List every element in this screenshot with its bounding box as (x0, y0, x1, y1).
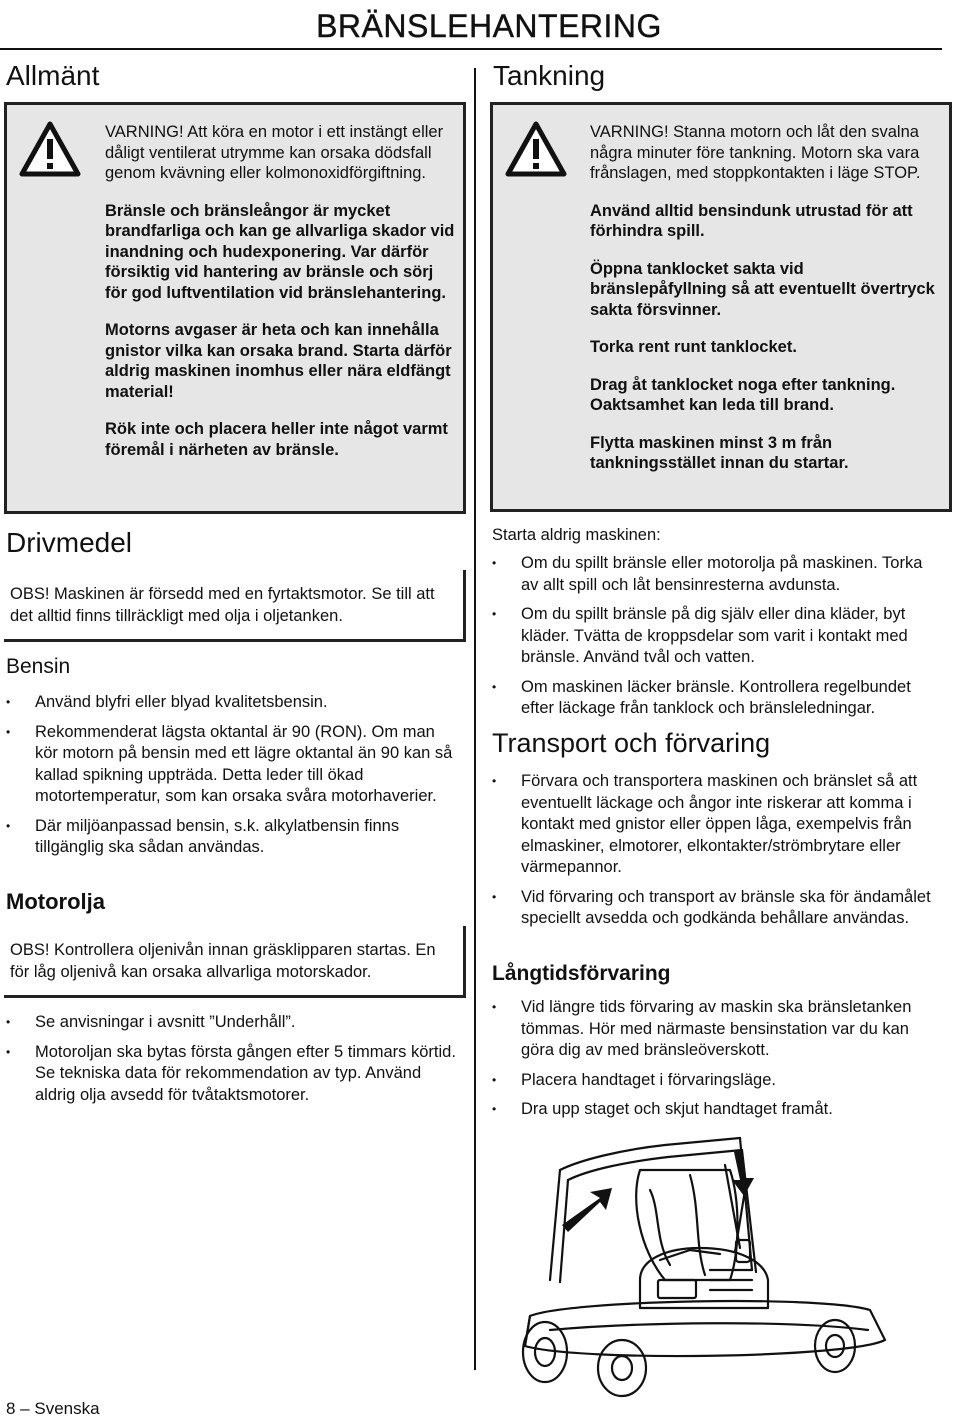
column-divider (474, 68, 476, 1370)
warning-paragraph: Använd alltid bensindunk utrustad för att förhindra spill. (590, 201, 913, 240)
warning-box-refueling (490, 102, 952, 512)
warning-paragraph: Motorns avgaser är heta och kan innehålla gnistor vilka kan orsaka brand. Starta därför aldrig maskinen inomhus eller nära eldfängt material! (105, 321, 452, 401)
warning-text-refueling (590, 122, 942, 491)
list-item: • Förvara och transportera maskinen och bränslet så att eventuellt läckage och ångor inte riskerar att komma i kontakt med gnistor eller öppen låga, exempelvis från elmaskiner, elmotorer, elkontakter/strömbrytare eller värmepannor. (492, 771, 942, 879)
drivmedel-heading: Drivmedel (6, 527, 133, 558)
list-item: • Vid förvaring och transport av bränsle ska för ändamålet speciellt avsedda och godkända behållare användas. (492, 887, 942, 930)
langtid-heading: Långtidsförvaring (492, 962, 671, 985)
langtid-list (492, 997, 942, 1129)
top-rule (0, 48, 942, 50)
starta-intro: Starta aldrig maskinen: (492, 526, 661, 544)
motorolja-list (6, 1012, 456, 1114)
tankning-heading: Tankning (493, 60, 606, 91)
warning-paragraph: Torka rent runt tanklocket. (590, 338, 797, 356)
list-item: • Rekommenderat lägsta oktantal är 90 (RON). Om man kör motorn på bensin med ett lägre oktantal än 90 kan så kallad spikning uppträda. Detta leder till ökad motortemperatur, som kan orsaka svåra motorhaverier. (6, 722, 456, 808)
page-footer: 8 – Svenska (6, 1399, 100, 1418)
list-item: • Om du spillt bränsle eller motorolja på maskinen. Torka av allt spill och låt bensinresterna avdunsta. (492, 553, 942, 596)
push-arrow-icon (562, 1188, 612, 1232)
bensin-list (6, 692, 456, 867)
warning-triangle-icon (19, 121, 81, 177)
list-item: • Om maskinen läcker bränsle. Kontrollera regelbundet efter läckage från tanklock och bränsleledningar. (492, 677, 942, 720)
obs-oil-level-note: OBS! Kontrollera oljenivån innan gräsklipparen startas. En för låg oljenivå kan orsaka allvarliga motorskador. (4, 926, 466, 998)
warning-paragraph: Öppna tanklocket sakta vid bränslepåfyllning så att eventuellt övertryck sakta försvinner. (590, 259, 935, 319)
list-item: • Placera handtaget i förvaringsläge. (492, 1070, 942, 1092)
warning-box-general (4, 102, 466, 514)
warning-text-general (105, 122, 457, 477)
obs-fourstroke-note: OBS! Maskinen är försedd med en fyrtaktsmotor. Se till att det alltid finns tillräckligt med olja i oljetanken. (4, 570, 466, 642)
transport-heading: Transport och förvaring (492, 728, 771, 758)
bensin-heading: Bensin (6, 655, 71, 678)
list-item: • Om du spillt bränsle på dig själv eller dina kläder, byt kläder. Tvätta de kroppsdelar som varit i kontakt med bränsle. Använd tvål och vatten. (492, 604, 942, 669)
warning-paragraph: Bränsle och bränsleångor är mycket brandfarliga och kan ge allvarliga skador vid inandning och hudexponering. Var därför försiktig vid hantering av bränsle och sörj för god luftventilation vid bränslehantering. (105, 201, 455, 302)
warning-paragraph: VARNING! Att köra en motor i ett instängt eller dåligt ventilerat utrymme kan orsaka dödsfall genom kvävning eller kolmonoxidförgiftning. (105, 123, 444, 182)
lawnmower-illustration (490, 1130, 930, 1398)
list-item: • Använd blyfri eller blyad kvalitetsbensin. (6, 692, 456, 714)
warning-triangle-icon (505, 121, 567, 177)
allmant-heading: Allmänt (6, 60, 100, 91)
starta-list (492, 553, 942, 728)
warning-paragraph: VARNING! Stanna motorn och låt den svalna några minuter före tankning. Motorn ska vara frånslagen, med stoppkontakten i läge STOP. (590, 123, 921, 182)
page-title: BRÄNSLEHANTERING (316, 8, 662, 44)
list-item: • Vid längre tids förvaring av maskin ska bränsletanken tömmas. Hör med närmaste bensinstation var du kan göra dig av med bränsleöverskott. (492, 997, 942, 1062)
list-item: • Där miljöanpassad bensin, s.k. alkylatbensin finns tillgänglig ska sådan användas. (6, 816, 456, 859)
list-item: • Dra upp staget och skjut handtaget framåt. (492, 1099, 942, 1121)
warning-paragraph: Drag åt tanklocket noga efter tankning. Oaktsamhet kan leda till brand. (590, 375, 896, 414)
warning-paragraph: Rök inte och placera heller inte något varmt föremål i närheten av bränsle. (105, 420, 448, 459)
warning-paragraph: Flytta maskinen minst 3 m från tankningsstället innan du startar. (590, 433, 849, 472)
transport-list (492, 771, 942, 938)
list-item: • Se anvisningar i avsnitt ”Underhåll”. (6, 1012, 456, 1034)
list-item: • Motoroljan ska bytas första gången efter 5 timmars körtid. Se tekniska data för rekommendation av typ. Använd aldrig olja avsedd för tvåtaktsmotorer. (6, 1042, 456, 1107)
motorolja-heading: Motorolja (6, 889, 105, 914)
